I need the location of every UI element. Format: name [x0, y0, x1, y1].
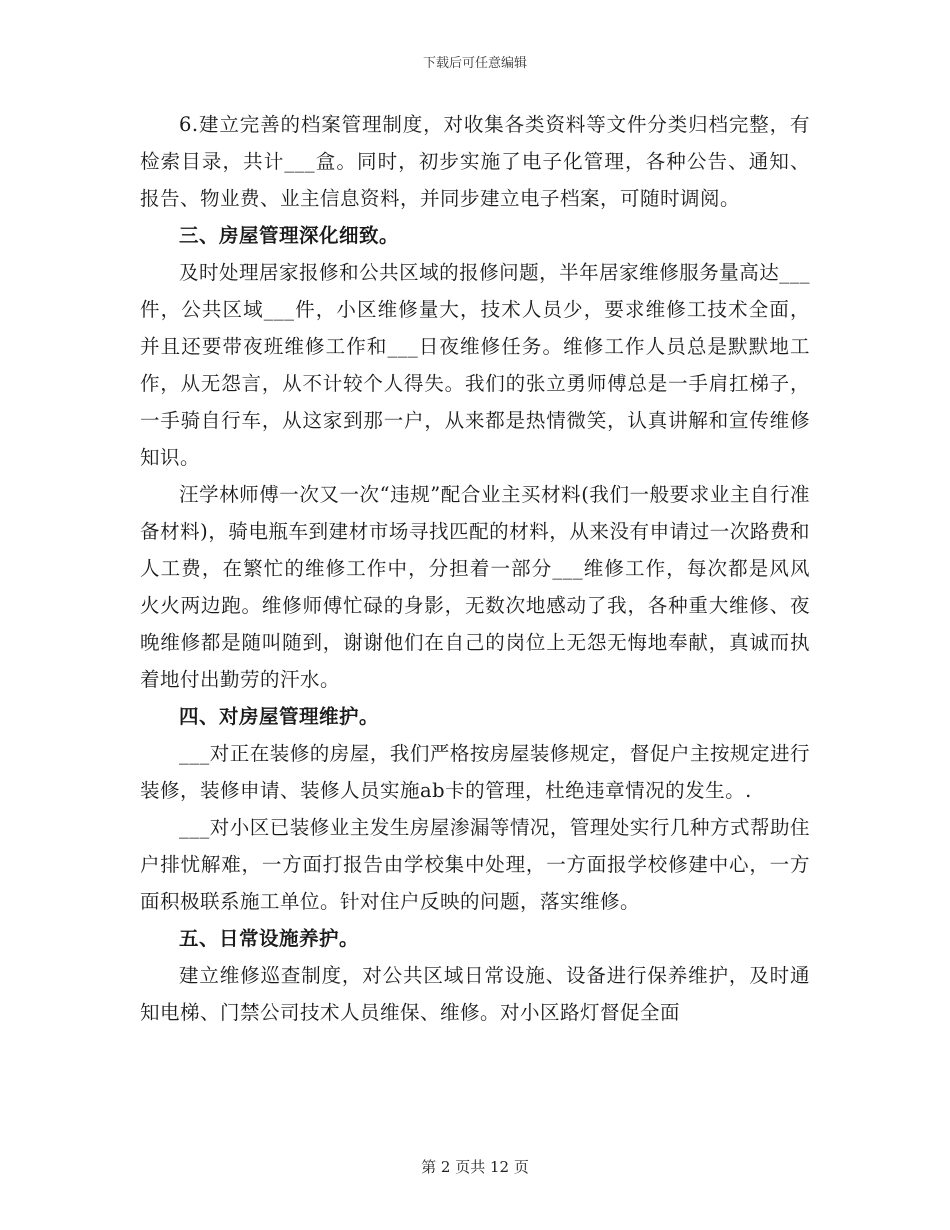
paragraph-leakage-handling: ___对小区已装修业主发生房屋渗漏等情况，管理处实行几种方式帮助住户排忧解难，一方面打报告由学校集中处理，一方面报学校修建中心，一方面积极联系施工单位。针对住户反映的问题，落实维修。 [140, 816, 810, 913]
document-body [140, 106, 810, 1031]
paragraph-wang-xuelin: 汪学林师傅一次又一次“违规”配合业主买材料(我们一般要求业主自行准备材料)，骑电瓶车到建材市场寻找匹配的材料，从来没有申请过一次路费和人工费，在繁忙的维修工作中，分担着一部分___维修工作，每次都是风风火火两边跑。维修师傅忙碌的身影，无数次地感动了我，各种重大维修、夜晚维修都是随叫随到，谢谢他们在自己的岗位上无怨无悔地奉献，真诚而执着地付出勤劳的汗水。 [140, 483, 810, 691]
paragraph-archive-management: 6.建立完善的档案管理制度，对收集各类资料等文件分类归档完整，有检索目录，共计___盒。同时，初步实施了电子化管理，各种公告、通知、报告、物业费、业主信息资料，并同步建立电子档案，可随时调阅。 [140, 113, 810, 210]
paragraph-repair-service: 及时处理居家报修和公共区域的报修问题，半年居家维修服务量高达___件，公共区域___件，小区维修量大，技术人员少，要求维修工技术全面，并且还要带夜班维修工作和___日夜维修任务。维修工作人员总是默默地工作，从无怨言，从不计较个人得失。我们的张立勇师傅总是一手肩扛梯子，一手骑自行车，从这家到那一户，从来都是热情微笑，认真讲解和宣传维修知识。 [140, 261, 810, 469]
section-heading-3: 三、房屋管理深化细致。 [179, 224, 400, 247]
paragraph-facility-maintenance: 建立维修巡查制度，对公共区域日常设施、设备进行保养维护，及时通知电梯、门禁公司技术人员维保、维修。对小区路灯督促全面 [140, 964, 810, 1024]
section-heading-4: 四、对房屋管理维护。 [179, 705, 380, 728]
page-header: 下载后可任意编辑 [422, 56, 527, 71]
page-footer: 第 2 页共 12 页 [421, 1158, 529, 1176]
section-heading-5: 五、日常设施养护。 [179, 927, 360, 950]
paragraph-renovation-rules: ___对正在装修的房屋，我们严格按房屋装修规定，督促户主按规定进行装修，装修申请、装修人员实施ab卡的管理，杜绝违章情况的发生。. [140, 742, 810, 802]
